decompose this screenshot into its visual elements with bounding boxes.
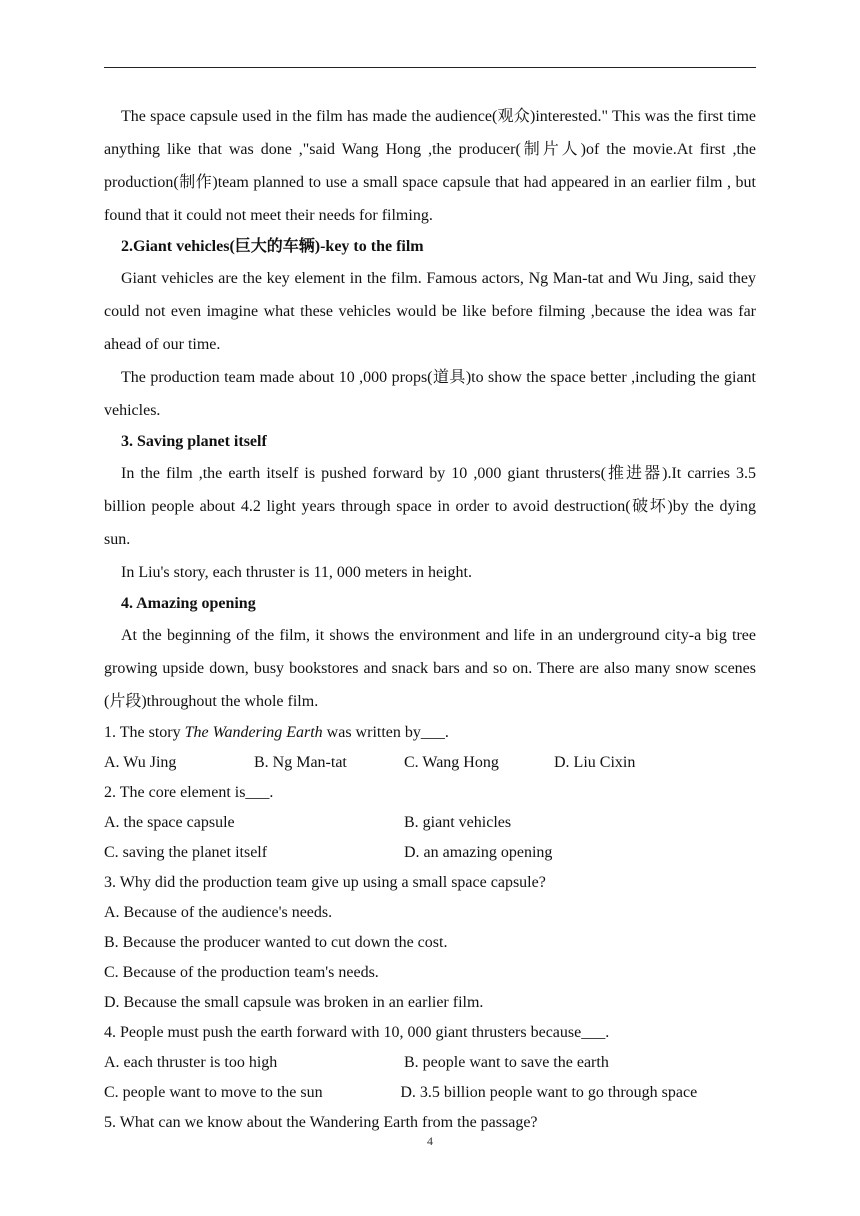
paragraph-text: The production team made about 10 ,000 props(道具)to show the space better ,including the giant vehicles. (104, 369, 756, 419)
question-3: 3. Why did the production team give up using a small space capsule? (104, 874, 546, 891)
option-a: A. Because of the audience's needs. (104, 904, 333, 921)
paragraph-props (104, 361, 756, 427)
option-d: D. Liu Cixin (554, 754, 636, 771)
question-1-options (104, 748, 756, 778)
paragraph-vehicles (104, 262, 756, 361)
paragraph-thrusters (104, 457, 756, 556)
paragraph-text: The space capsule used in the film has made the audience(观众)interested." This was the first time anything like that was done ,"said Wang Hong ,the producer(制片人)of the movie.At first ,the production(制作)team planned to use a small space capsule that had appeared in an earlier film , but found that it could not meet their needs for filming. (104, 108, 756, 224)
option-a: A. Wu Jing (104, 754, 177, 771)
section-heading-giant-vehicles: 2.Giant vehicles(巨大的车辆)-key to the film (121, 238, 424, 255)
option-a: A. each thruster is too high (104, 1054, 278, 1071)
paragraph-text: At the beginning of the film, it shows the environment and life in an underground city-a big tree growing upside down, busy bookstores and snack bars and so on. There are also many snow scenes (片段)throughout the whole film. (104, 627, 756, 710)
option-c: C. people want to move to the sun (104, 1084, 323, 1101)
option-b: B. Because the producer wanted to cut down the cost. (104, 934, 448, 951)
option-b: B. giant vehicles (404, 814, 512, 831)
question-2-options-row-2 (104, 838, 756, 868)
question-2-options-row-1 (104, 808, 756, 838)
question-2: 2. The core element is___. (104, 784, 274, 801)
option-a: A. the space capsule (104, 814, 235, 831)
page-number: 4 (427, 1134, 433, 1148)
option-d: D. 3.5 billion people want to go through space (400, 1084, 698, 1101)
option-c: C. Because of the production team's needs. (104, 964, 379, 981)
option-b: B. Ng Man-tat (254, 754, 347, 771)
section-heading-saving-planet: 3. Saving planet itself (121, 433, 267, 450)
story-title: The Wandering Earth (184, 724, 323, 741)
header-rule (104, 67, 756, 68)
paragraph-capsule (104, 100, 756, 232)
paragraph-thruster-height (104, 556, 756, 589)
question-4-options-row-2 (104, 1078, 756, 1108)
page-content (104, 100, 756, 1138)
question-5: 5. What can we know about the Wandering Earth from the passage? (104, 1114, 538, 1131)
question-4-options-row-1 (104, 1048, 756, 1078)
option-d: D. Because the small capsule was broken in an earlier film. (104, 994, 484, 1011)
paragraph-text: In Liu's story, each thruster is 11, 000 meters in height. (121, 564, 472, 581)
option-c: C. saving the planet itself (104, 844, 268, 861)
option-d: D. an amazing opening (404, 844, 553, 861)
paragraph-text: In the film ,the earth itself is pushed forward by 10 ,000 giant thrusters(推进器).It carries 3.5 billion people about 4.2 light years through space in order to avoid destruction(破坏)by the dying sun. (104, 465, 756, 548)
question-4: 4. People must push the earth forward with 10, 000 giant thrusters because___. (104, 1024, 610, 1041)
section-heading-amazing-opening: 4. Amazing opening (121, 595, 256, 612)
question-1: 1. The story The Wandering Earth was written by___. (104, 724, 449, 741)
option-c: C. Wang Hong (404, 754, 499, 771)
option-b: B. people want to save the earth (404, 1054, 609, 1071)
paragraph-text: Giant vehicles are the key element in the film. Famous actors, Ng Man-tat and Wu Jing, said they could not even imagine what these vehicles would be like before filming ,because the idea was far ahead of our time. (104, 270, 756, 353)
paragraph-opening (104, 619, 756, 718)
